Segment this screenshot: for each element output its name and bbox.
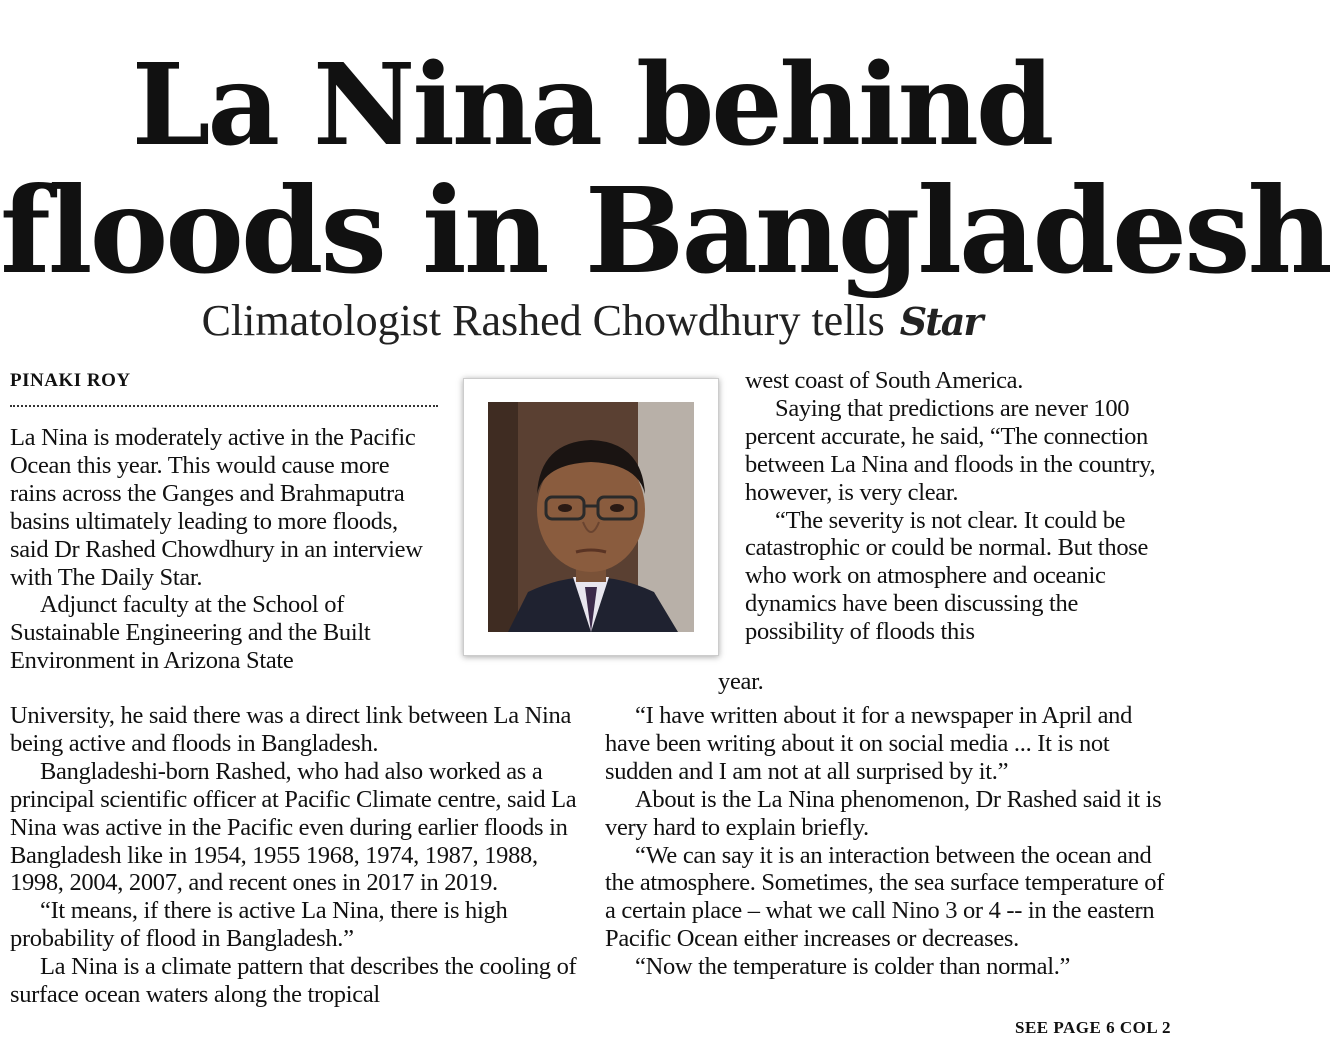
article-column-left-top bbox=[10, 424, 440, 675]
portrait-photo bbox=[488, 402, 694, 632]
portrait-illustration bbox=[488, 402, 694, 632]
subheadline-text: Climatologist Rashed Chowdhury tells bbox=[201, 296, 885, 345]
paragraph: Adjunct faculty at the School of Sustainable Engineering and the Built Environment in Arizona State bbox=[10, 591, 371, 675]
paragraph: “The severity is not clear. It could be catastrophic or could be normal. But those who work on atmosphere and oceanic dynamics have been discussing the possibility of floods this bbox=[745, 506, 1149, 646]
subheadline bbox=[0, 296, 1183, 347]
photo-frame bbox=[463, 378, 719, 656]
headline-line-2: floods in Bangladesh bbox=[0, 161, 1330, 300]
star-logo: Star bbox=[899, 299, 982, 344]
paragraph: “It means, if there is active La Nina, there is high probability of flood in Bangladesh.” bbox=[10, 897, 508, 953]
paragraph: La Nina is moderately active in the Pacific Ocean this year. This would cause more rains across the Ganges and Brahmaputra basins ultimately leading to more floods, said Dr Rashed Chowdhury in an interview with The Daily Star. bbox=[10, 424, 423, 591]
paragraph: La Nina is a climate pattern that describes the cooling of surface ocean waters along the tropical bbox=[10, 953, 577, 1009]
headline-line-1: La Nina behind bbox=[131, 40, 1052, 171]
paragraph: “We can say it is an interaction between the ocean and the atmosphere. Sometimes, the sea surface temperature of a certain place – what we call Nino 3 or 4 -- in the eastern Pacific Ocean either increases or decreases. bbox=[605, 841, 1165, 953]
paragraph: Saying that predictions are never 100 percent accurate, he said, “The connection between La Nina and floods in the country, however, is very clear. bbox=[745, 394, 1156, 506]
paragraph: “I have written about it for a newspaper in April and have been writing about it on social media ... It is not sudden and I am not at all surprised by it.” bbox=[605, 702, 1133, 785]
byline: PINAKI ROY bbox=[10, 370, 131, 391]
paragraph: University, he said there was a direct link between La Nina being active and floods in Bangladesh. bbox=[10, 702, 572, 757]
byline-divider bbox=[10, 405, 438, 407]
paragraph: About is the La Nina phenomenon, Dr Rashed said it is very hard to explain briefly. bbox=[605, 785, 1162, 841]
paragraph: year. bbox=[718, 668, 764, 695]
article-column-right-top bbox=[745, 367, 1175, 646]
article-column-right-bottom bbox=[605, 668, 1175, 981]
paragraph: west coast of South America. bbox=[745, 367, 1024, 394]
paragraph: “Now the temperature is colder than normal.” bbox=[635, 953, 1071, 981]
continuation-link[interactable]: SEE PAGE 6 COL 2 bbox=[1015, 1018, 1171, 1037]
paragraph: Bangladeshi-born Rashed, who had also worked as a principal scientific officer at Pacific Climate centre, said La Nina was active in the Pacific even during earlier floods in Bangladesh like in 1954, 1955 1968, 1974, 1987, 1988, 1998, 2004, 2007, and recent ones in 2017 in 2019. bbox=[10, 757, 577, 897]
article-column-left-bottom bbox=[10, 702, 580, 1009]
